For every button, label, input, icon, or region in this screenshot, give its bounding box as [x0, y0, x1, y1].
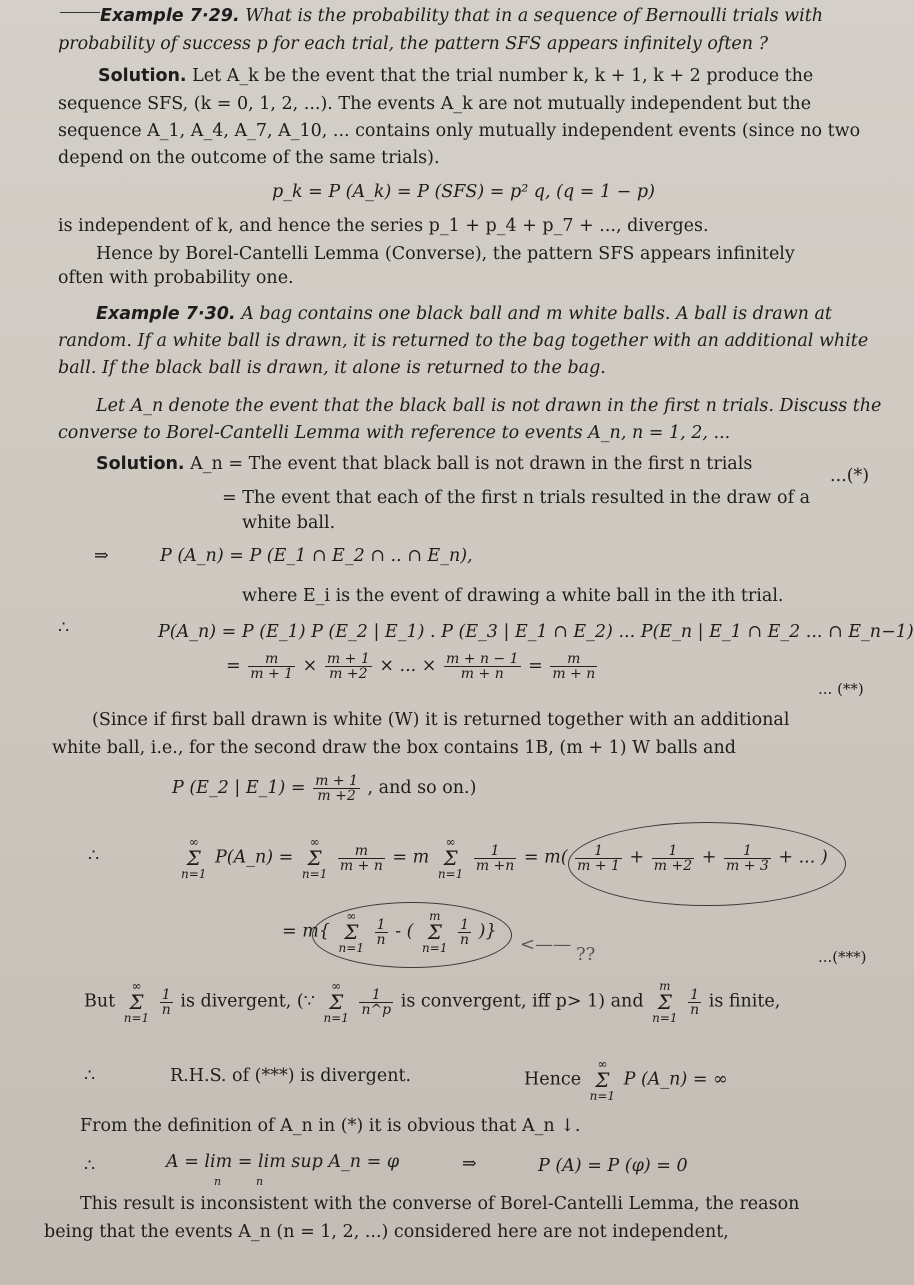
top-rule — [60, 12, 100, 13]
example-729-line2: probability of success p for each trial, the pattern SFS appears infinitely often ? — [58, 34, 768, 54]
textbook-page: Example 7·29. What is the probability that in a sequence of Bernoulli trials with probability of success p for each trial, the pattern SFS appears infinitely often ? Solution. Let A_k be the event that the trial number k, k + 1, k + 2 produce the sequence SFS, (k = 0, 1, 2, ...). The events A_k are not mutually independent but the sequence A_1, A_4, A_7, A_10, ... contains only mutually independent events (since no two depend on the outcome of the same trials). p_k = P (A_k) = P (SFS) = p² q, (q = 1 − p) is independent of k, and hence the series p_1 + p_4 + p_7 + ..., diverges. Hence by Borel-Cantelli Lemma (Converse), the pattern SFS appears infinitely often with probability one. Example 7·30. A bag contains one black ball and m white balls. A ball is drawn at random. If a white ball is drawn, it is returned to the bag together with an additional white ball. If the black ball is drawn, it alone is returned to the bag. Let A_n denote the event that the black ball is not drawn in the first n trials. Discuss the converse to Borel-Cantelli Lemma with reference to events A_n, n = 1, 2, ... Solution. A_n = The event that black ball is not drawn in the first n trials ...(*) = The event that each of the first n trials resulted in the draw of a white ball. ⇒ P (A_n) = P (E_1 ∩ E_2 ∩ .. ∩ E_n), where E_i is the event of drawing a white ball in the ith trial. ∴ P(A_n) = P (E_1) P (E_2 | E_1) . P (E_3 | E_1 ∩ E_2) ... P(E_n | E_1 ∩ E_2 ... ∩ E_n−1) = $\frac{m}{m + 1}$ × $\frac{m + 1}{m +2}$ × ... × $\frac{m + n - 1}{m + n}$ = $\frac{m}{m + n}$ ... (**) (Since if first ball drawn is white (W) it is returned together with an additional white ball, i.e., for the second draw the box contains 1B, (m + 1) W balls and P (E_2 | E_1) = $\frac{m + 1}{m +2}$ , and so on.) ∴ ∞ Σ n=1 P(A_n) = ∞ Σ n=1 $\frac{m}{m + n}$ = m ∞ Σ n=1 $\frac{1}{m +n}$ = m( $\frac{1}{m + 1}$ + $\frac{1}{m +2}$ + $\frac{1}{m + 3}$ + ... ) = m{ ∞ Σ n=1 $\frac{1}{n}$ - ( m Σ n=1 $\frac{1}{n}$ )} <—— ?? ...(***) But ∞ Σ n=1 $\frac{1}{n}$ is divergent, (∵ ∞ Σ n=1 $\frac{1}{n\^{}p}$ is convergent, iff p> 1) and m Σ n=1 $\frac{1}{n}$ is finite, ∴ R.H.S. of (***) is divergent. Hence ∞ Σ n=1 P (A_n) = ∞ From the definition of A_n in (*) it is obvious that A_n ↓. ∴ A = lim = lim sup A_n = φ n n ⇒ P (A) = P (φ) = 0 This result is inconsistent with the converse of Borel-Cantelli Lemma, the reason being that the events A_n (n = 1, 2, ...) considered here are not independent, — [0, 0, 914, 1285]
equation-sum-1: ∞ Σ n=1 P(A_n) = ∞ Σ n=1 $\frac{m}{m + n}$ = m ∞ Σ n=1 $\frac{1}{m +n}$ = m( $\frac{1}{m + 1}$ + $\frac{1}{m +2}$ + $\frac{1}{m + 3}$ + ... ) — [181, 835, 828, 881]
equation-product: P(A_n) = P (E_1) P (E_2 | E_1) . P (E_3 | E_1 ∩ E_2) ... P(E_n | E_1 ∩ E_2 ... ∩ E_n−1) — [158, 622, 914, 642]
handwritten-arrow: <—— — [520, 934, 572, 955]
handwritten-circle — [568, 822, 846, 906]
solution-729-line1: Solution. Let A_k be the event that the trial number k, k + 1, k + 2 produce the — [98, 66, 814, 86]
handwritten-question-marks: ?? — [576, 944, 596, 965]
solution-730-line1: Solution. A_n = The event that black ball is not drawn in the first n trials — [96, 454, 753, 474]
equation-fraction-product: = $\frac{m}{m + 1}$ × $\frac{m + 1}{m +2}$ × ... × $\frac{m + n - 1}{m + n}$ = $\frac{m}{m + n}$ — [226, 651, 596, 682]
hence-statement: Hence ∞ Σ n=1 P (A_n) = ∞ — [524, 1057, 728, 1103]
equation-sum-2: = m{ ∞ Σ n=1 $\frac{1}{n}$ - ( m Σ n=1 $\frac{1}{n}$ )} — [282, 909, 497, 955]
example-729-heading: Example 7·29. — [100, 6, 240, 26]
example-729-line1: Example 7·29. What is the probability that in a sequence of Bernoulli trials with — [100, 6, 824, 26]
equation-pk: p_k = P (A_k) = P (SFS) = p² q, (q = 1 − p) — [272, 182, 655, 202]
handwritten-circle-2 — [312, 902, 512, 968]
equation-conditional: P (E_2 | E_1) = $\frac{m + 1}{m +2}$ , and so on.) — [172, 773, 477, 804]
equation-limsup: A = lim = lim sup A_n = φ — [166, 1152, 400, 1172]
example-730-heading: Example 7·30. — [96, 304, 236, 324]
example-730-line1: Example 7·30. A bag contains one black ball and m white balls. A ball is drawn at — [96, 304, 832, 324]
divergence-statement: But ∞ Σ n=1 $\frac{1}{n}$ is divergent, (∵ ∞ Σ n=1 $\frac{1}{n\^{}p}$ is convergent, iff p> 1) and m Σ n=1 $\frac{1}{n}$ is finite, — [84, 979, 781, 1025]
